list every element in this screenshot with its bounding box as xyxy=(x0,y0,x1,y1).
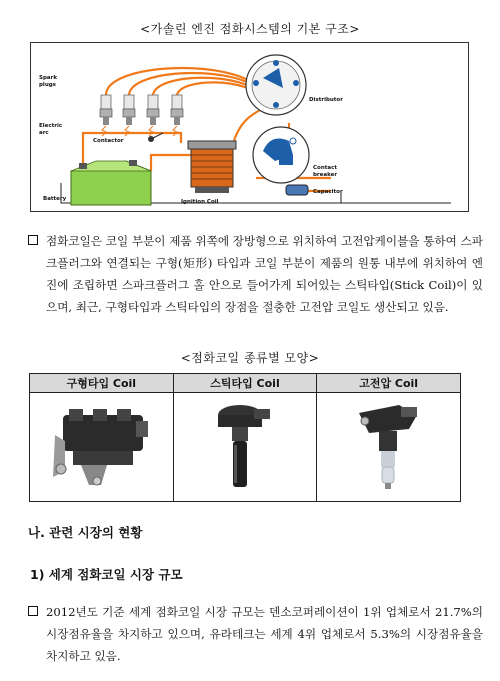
label-electric-arc-1: Electric xyxy=(39,123,63,129)
rectangular-coil-image-cell xyxy=(30,393,174,502)
paragraph-text: 점화코일은 코일 부분이 제품 위쪽에 장방형으로 위치하여 고전압케이블을 통하여 스파크플러그와 연결되는 구형(矩形) 타입과 코일 부분이 제품의 원통 내부에 위치하여 엔진에 조립하면 스파크플러그 홀 안으로 들어가게 되어있는 스틱타입(Stick Coil)이 있으며, 최근, 구형타입과 스틱타입의 장점을 절충한 고전압 코일도 생산되고 있음. xyxy=(46,234,483,314)
column-header-rectangular-coil: 구형타입 Coil xyxy=(30,374,174,393)
paragraph-market-share xyxy=(28,601,483,667)
label-spark-plugs-1: Spark xyxy=(39,75,57,81)
coil-type-table xyxy=(29,373,461,502)
paragraph-text: 2012년도 기준 세계 점화코일 시장 규모는 덴소코퍼레이션이 1위 업체로서 21.7%의 시장점유율을 차지하고 있으며, 유라테크는 세계 4위 업체로서 5.3%의 시장점유율을 차지하고 있음. xyxy=(46,605,483,663)
paragraph-ignition-coil-types xyxy=(28,230,483,318)
subsection-heading: 1) 세계 점화코일 시장 규모 xyxy=(30,567,183,582)
high-voltage-coil-image-cell xyxy=(317,393,461,502)
section-heading: 나. 관련 시장의 현황 xyxy=(28,525,143,540)
ignition-coil xyxy=(188,141,236,193)
rectangular-coil-image xyxy=(41,395,161,495)
column-header-high-voltage-coil: 고전압 Coil xyxy=(317,374,461,393)
figure1-caption: <가솔린 엔진 점화시스템의 기본 구조> xyxy=(140,22,360,36)
label-battery: Battery xyxy=(43,196,67,202)
label-contact-breaker-1: Contact xyxy=(313,165,337,171)
contact-breaker xyxy=(253,127,309,183)
checkbox-bullet-icon xyxy=(28,606,38,616)
battery xyxy=(71,160,151,205)
high-voltage-coil-image xyxy=(349,395,429,495)
checkbox-bullet-icon xyxy=(28,235,38,245)
stick-coil-image-cell xyxy=(173,393,317,502)
ignition-system-diagram xyxy=(30,42,469,212)
label-ignition-coil: Ignition Coil xyxy=(181,199,219,205)
column-header-stick-coil: 스틱타입 Coil xyxy=(173,374,317,393)
label-electric-arc-2: arc xyxy=(39,130,49,136)
stick-coil-image xyxy=(210,395,280,495)
ignition-diagram-svg xyxy=(31,43,468,211)
label-contactor: Contactor xyxy=(93,138,124,144)
capacitor xyxy=(286,185,308,195)
label-capacitor: Capacitor xyxy=(313,189,343,195)
label-contact-breaker-2: breaker xyxy=(313,172,338,178)
label-distributor: Distributor xyxy=(309,97,343,103)
distributor xyxy=(246,55,306,115)
label-spark-plugs-2: plugs xyxy=(39,82,56,88)
spark-plugs xyxy=(100,95,183,136)
figure2-caption: <점화코일 종류별 모양> xyxy=(180,351,320,365)
